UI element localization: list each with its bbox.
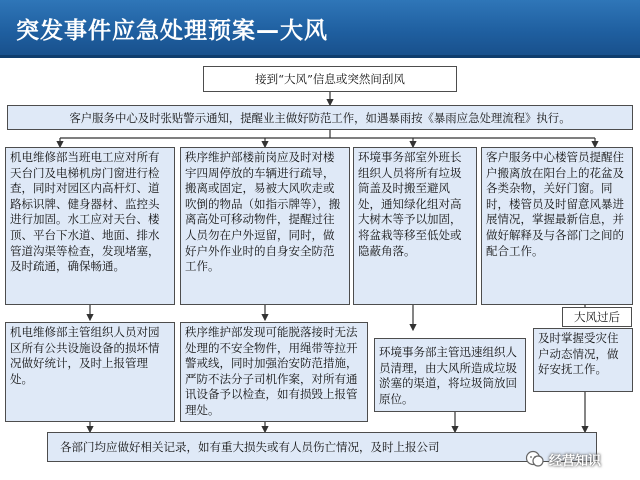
after-text-security: 秩序维护部发现可能脱落接时无法处理的不安全物件，用绳带等拉开警戒线，同时加强治安防范措施，严防不法分子司机作案，对所有通讯设备予以检查，如有损毁上报管理处。 xyxy=(185,325,358,417)
notice-text: 客户服务中心及时张贴警示通知，提醒业主做好防范工作，如遇暴雨按《暴雨应急处理流程》执行。 xyxy=(69,110,571,125)
start-text: 接到“大风”信息或突然间刮风 xyxy=(255,72,405,86)
notice-box xyxy=(7,105,633,130)
watermark-text: 经营知识 xyxy=(549,453,602,469)
before-text-customer-service: 客户服务中心楼管员提醒住户搬离放在阳台上的花盆及各类杂物，关好门窗。同时，楼管员及时留意风暴进展情况，掌握最新信息，并做好解释及与各部门之间的配合工作。 xyxy=(486,150,624,258)
before-text-maintenance: 机电维修部当班电工应对所有天台门及电梯机房门窗进行检查，同时对园区内高杆灯、道路标识牌、健身器材、监控头进行加固。水工应对天台、楼顶、平台下水道、地面、排水管道沟渠等检查，发现堵塞，及时疏通，确保畅通。 xyxy=(10,150,160,274)
before-box-customer-service xyxy=(481,147,633,305)
before-box-security xyxy=(180,147,350,305)
after-text-maintenance: 机电维修部主管组织人员对园区所有公共设施设备的损坏情况做好统计，及时上报管理处。 xyxy=(10,325,160,386)
watermark-badge xyxy=(525,447,635,471)
final-box xyxy=(47,432,597,462)
after-box-maintenance xyxy=(5,322,175,422)
after-label-box xyxy=(562,307,632,327)
after-box-security xyxy=(180,322,368,422)
after-box-customer-service xyxy=(533,328,633,392)
after-box-environment xyxy=(374,338,526,412)
final-text: 各部门均应做好相关记录，如有重大损失或有人员伤亡情况，及时上报公司 xyxy=(60,440,440,454)
after-text-environment: 环境事务部主管迅速组织人员清理，由大风所造成垃圾淤塞的渠道，将垃圾筒放回原位。 xyxy=(379,345,517,406)
after-text-customer-service: 及时掌握受灾住户动态情况，做好安抚工作。 xyxy=(538,331,619,377)
start-box xyxy=(203,66,457,92)
wechat-logo-icon xyxy=(525,449,545,469)
before-box-maintenance xyxy=(5,147,175,305)
before-box-environment xyxy=(353,147,477,305)
page-title: 突发事件应急处理预案—大风 xyxy=(16,18,328,44)
before-text-environment: 环境事务部室外班长组织人员将所有垃圾筒盖及时搬至避风处，通知绿化组对高大树木等予以加固，将盆栽等移至低处或隐蔽角落。 xyxy=(358,150,462,258)
before-text-security: 秩序维护部楼前岗应及时对楼宇四周停放的车辆进行疏导，搬离或固定，易被大风吹走或吹倒的物品（如指示牌等），搬离高处可移动物件，提醒过往人员勿在户外逗留，同时，做好户外作业时的自身安全防范工作。 xyxy=(185,150,341,274)
after-label-text: 大风过后 xyxy=(574,310,620,324)
